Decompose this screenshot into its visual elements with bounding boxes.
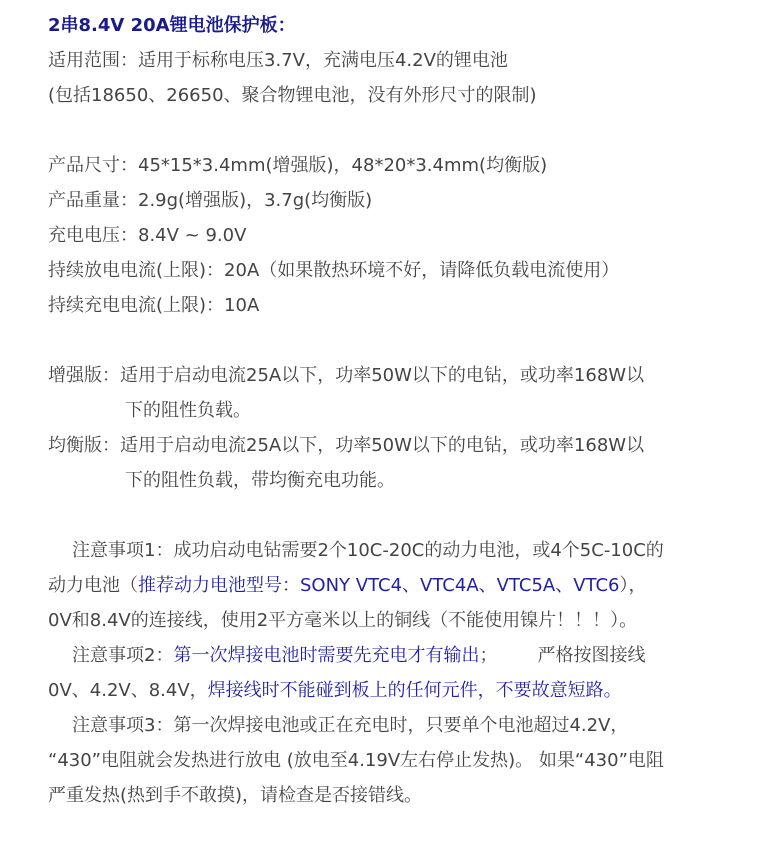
spec-charge: 持续充电电流(上限)：10A [48,295,260,316]
note-3-line-2: “430”电阻就会发热进行放电 (放电至4.19V左右停止发热)。 如果“430”电阻 [48,750,664,771]
spec-size: 产品尺寸：45*15*3.4mm(增强版)，48*20*3.4mm(均衡版) [48,155,548,176]
note-2-label: 注意事项2： [72,645,174,666]
note-3-line-3: 严重发热(热到手不敢摸)，请检查是否接错线。 [48,785,423,806]
note-2-warning: 焊接线时不能碰到板上的任何元件，不要故意短路。 [207,680,622,701]
product-title: 2串8.4V 20A锂电池保护板： [48,15,296,36]
note-1-line-2 [48,574,647,598]
scope-line-1: 适用范围：适用于标称电压3.7V，充满电压4.2V的锂电池 [48,50,508,71]
spec-discharge: 持续放电电流(上限)：20A（如果散热环境不好，请降低负载电流使用） [48,260,620,281]
scope-line-2: (包括18650、26650、聚合物锂电池，没有外形尺寸的限制) [48,85,537,106]
note-2-separator: ； [479,645,498,666]
note-2-wiring: 严格按图接线 [537,645,646,666]
note-1-text-c: ）， [619,575,647,596]
note-3-line-1: 注意事项3：第一次焊接电池或正在充电时，只要单个电池超过4.2V， [72,715,629,736]
version-balanced-line-2: 下的阻性负载，带均衡充电功能。 [125,470,395,491]
spec-weight: 产品重量：2.9g(增强版)，3.7g(均衡版) [48,190,373,211]
spec-voltage: 充电电压：8.4V ~ 9.0V [48,225,247,246]
note-1-recommended-batteries: 推荐动力电池型号：SONY VTC4、VTC4A、VTC5A、VTC6 [138,575,620,596]
note-2-charge-first: 第一次焊接电池时需要先充电才有输出 [173,645,480,666]
version-enhanced-line-2: 下的阻性负载。 [125,400,251,421]
note-1-line-3: 0V和8.4V的连接线，使用2平方毫米以上的铜线（不能使用镍片！！！）。 [48,610,638,631]
note-2-line-1 [72,644,645,668]
note-2-voltages: 0V、4.2V、8.4V， [48,680,208,701]
note-1-line-1: 注意事项1：成功启动电钻需要2个10C-20C的动力电池，或4个5C-10C的 [72,540,664,561]
version-balanced-line-1: 均衡版：适用于启动电流25A以下，功率50W以下的电钻，或功率168W以 [48,435,645,456]
note-2-line-2 [48,679,622,703]
note-1-text-a: 动力电池（ [48,575,138,596]
version-enhanced-line-1: 增强版：适用于启动电流25A以下，功率50W以下的电钻，或功率168W以 [48,365,645,386]
